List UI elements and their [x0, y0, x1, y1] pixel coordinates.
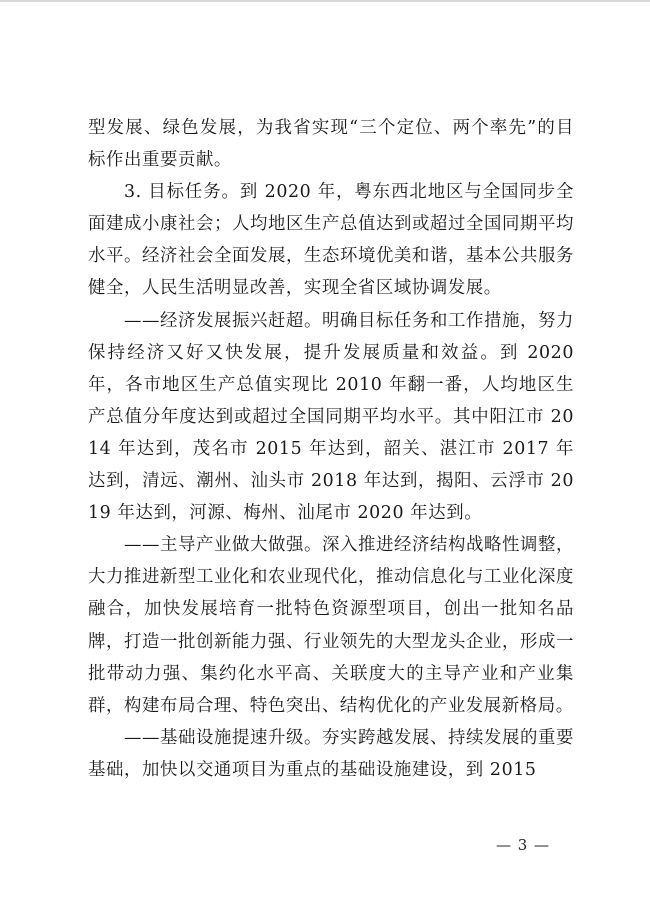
page-top-edge — [0, 0, 650, 2]
paragraph-leading-industries: ——主导产业做大做强。深入推进经济结构战略性调整，大力推进新型工业化和农业现代化，推动信息化与工业化深度融合，加快发展培育一批特色资源型项目，创出一批知名品牌，打造一批创新能力强、行业领先的大型龙头企业，形成一批带动力强、集约化水平高、关联度大的主导产业和产业集群，构建布局合理、特色突出、结构优化的产业发展新格局。 — [88, 535, 574, 716]
paragraph-continuation: 型发展、绿色发展，为我省实现“三个定位、两个率先”的目标作出重要贡献。 — [88, 118, 574, 171]
paragraph-economic-development: ——经济发展振兴赶超。明确目标任务和工作措施，努力保持经济又好又快发展，提升发展质量和效益。到 2020 年，各市地区生产总值实现比 2010 年翻一番，人均地区生产总值分年度达到或超过全国同期平均水平。其中阳江市 2014 年达到，茂名市 2015 年达到，韶关、湛江市 2017 年达到，清远、潮州、汕头市 2018 年达到，揭阳、云浮市 2019 年达到，河源、梅州、汕尾市 2020 年达到。 — [88, 310, 574, 524]
paragraph-infrastructure: ——基础设施提速升级。夯实跨越发展、持续发展的重要基础，加快以交通项目为重点的基础设施建设，到 2015 — [88, 727, 574, 780]
paragraph-target-tasks: 3. 目标任务。到 2020 年，粤东西北地区与全国同步全面建成小康社会；人均地区生产总值达到或超过全国同期平均水平。经济社会全面发展，生态环境优美和谐，基本公共服务健全，人民生活明显改善，实现全省区域协调发展。 — [88, 182, 574, 299]
body-text — [88, 112, 574, 786]
page-number: — 3 — — [495, 836, 551, 854]
